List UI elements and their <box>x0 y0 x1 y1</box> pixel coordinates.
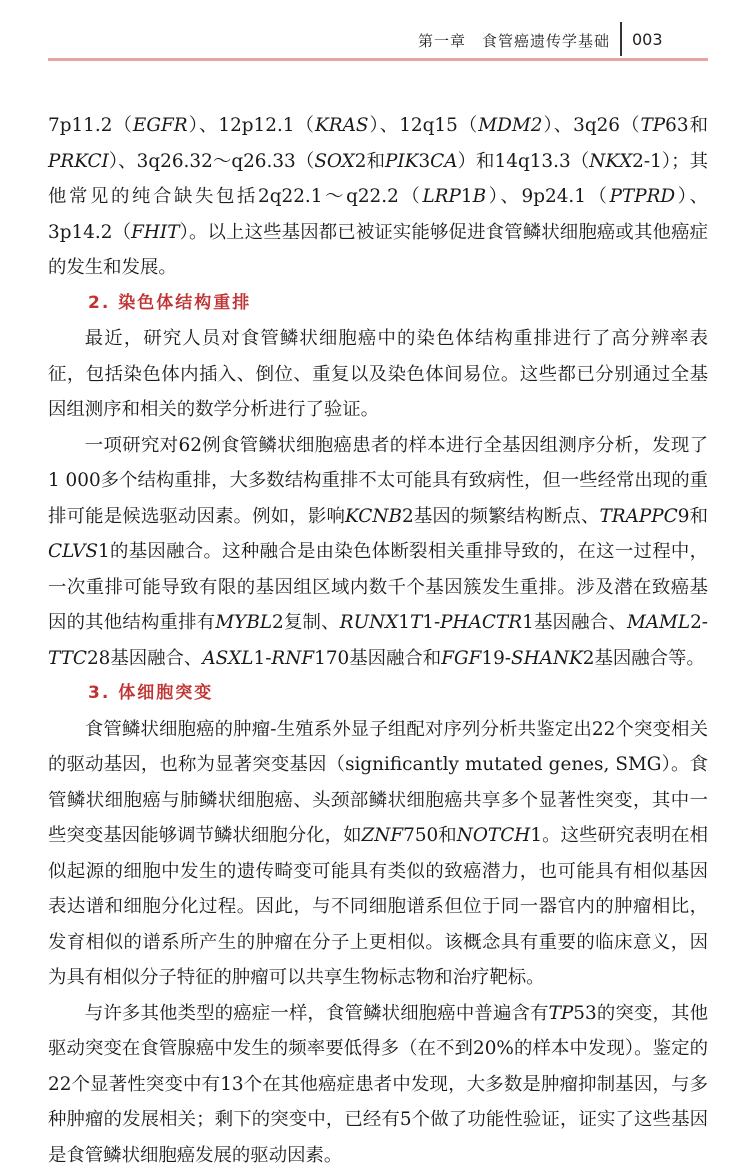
gene-name: TP <box>549 1003 574 1024</box>
gene-name: KRAS <box>315 115 368 136</box>
page-number: 003 <box>632 30 663 49</box>
gene-name: SHANK <box>511 648 583 669</box>
gene-name: PRKCI <box>48 151 109 172</box>
gene-name: MYBL <box>215 612 272 633</box>
text-run: 与许多其他类型的癌症一样，食管鳞状细胞癌中普遍含有 <box>85 1003 549 1024</box>
text-run: 2基因融合等。 <box>583 648 705 669</box>
text-run: 170基因融合和 <box>314 648 441 669</box>
text-run: ）、12p12.1（ <box>188 115 315 136</box>
text-run: 1。这些研究表明在相似起源的细胞中发生的遗传畸变可能具有类似的致癌潜力，也可能具有相似基因表达谱和细胞分化过程。因此，与不同细胞谱系但位于同一器官内的肿瘤相比，发育相似的谱系所产生的肿瘤在分子上更相似。该概念具有重要的临床意义，因为具有相似分子特征的肿瘤可以共享生物标志物和治疗靶标。 <box>48 825 708 988</box>
text-run: ）、12q15（ <box>368 115 478 136</box>
text-run: 1- <box>254 648 272 669</box>
text-run: 2复制、 <box>272 612 340 633</box>
text-run: 一项研究对62例食管鳞状细胞癌患者的样本进行全基因组测序分析，发现了1 000多个结构重排，大多数结构重排不太可能具有致病性，但一些经常出现的重排可能是候选驱动因素。例如，影响 <box>48 435 708 527</box>
text-run: 9和 <box>678 506 708 527</box>
page-header <box>0 0 750 60</box>
gene-name: MAML <box>627 612 690 633</box>
text-run: 7p11.2（ <box>48 115 133 136</box>
text-run: 2- <box>690 612 708 633</box>
paragraph <box>48 428 708 677</box>
gene-name: LRP <box>422 186 460 207</box>
text-run: 1- <box>422 612 440 633</box>
text-run: ）、3q26（ <box>542 115 640 136</box>
text-run: 食管鳞状细胞癌的肿瘤-生殖系外显子组配对序列分析共鉴定出22个突变相关的驱动基因，也称为显著突变基因（significantly mutated genes, SMG）。食管鳞状细胞癌与肺鳞状细胞癌、头颈部鳞状细胞癌共享多个显著性突变，其中一些突变基因能够调节鳞状细胞分化，如 <box>48 719 708 847</box>
paragraph <box>48 321 708 428</box>
text-run: 最近，研究人员对食管鳞状细胞癌中的染色体结构重排进行了高分辨率表征，包括染色体内插入、倒位、重复以及染色体间易位。这些都已分别通过全基因组测序和相关的数学分析进行了验证。 <box>48 328 708 420</box>
gene-name: ZNF <box>362 825 404 846</box>
gene-name: TP <box>641 115 666 136</box>
gene-name: RNF <box>271 648 314 669</box>
text-run: 1 <box>398 612 410 633</box>
gene-name: KCNB <box>345 506 402 527</box>
text-run: ）和14q13.3（ <box>458 151 590 172</box>
gene-name: PTPRD <box>610 186 676 207</box>
chapter-title: 第一章 食管癌遗传学基础 <box>418 30 610 51</box>
gene-name: EGFR <box>133 115 188 136</box>
text-run: 2基因的频繁结构断点、 <box>402 506 600 527</box>
header-rule <box>48 58 708 61</box>
text-run: 3 <box>418 151 430 172</box>
text-run: 1基因融合、 <box>522 612 627 633</box>
gene-name: TTC <box>48 648 87 669</box>
text-run: 750和 <box>403 825 457 846</box>
gene-name: TRAPPC <box>600 506 678 527</box>
gene-name: NOTCH <box>457 825 531 846</box>
gene-name: FGF <box>441 648 481 669</box>
body-text <box>48 108 708 1173</box>
gene-name: B <box>473 186 487 207</box>
gene-name: CLVS <box>48 541 98 562</box>
gene-name: PHACTR <box>440 612 522 633</box>
text-run: 2和 <box>355 151 385 172</box>
paragraph <box>48 996 708 1173</box>
section-heading: 3. 体细胞突变 <box>48 676 708 712</box>
gene-name: CA <box>430 151 457 172</box>
gene-name: SOX <box>314 151 354 172</box>
text-run: 63和 <box>665 115 708 136</box>
text-run: ）、9p24.1（ <box>486 186 609 207</box>
paragraph <box>48 108 708 286</box>
header-separator <box>620 22 622 56</box>
text-run: 2-1）；其他常见的纯合缺失包括2q22.1～q22.2（ <box>48 151 708 208</box>
text-run: 19- <box>481 648 511 669</box>
gene-name: NKX <box>589 151 632 172</box>
text-run: 1的基因融合。这种融合是由染色体断裂相关重排导致的，在这一过程中，一次重排可能导致有限的基因组区域内数千个基因簇发生重排。涉及潜在致癌基因的其他结构重排有 <box>48 541 708 633</box>
gene-name: ASXL <box>202 648 253 669</box>
gene-name: RUNX <box>340 612 399 633</box>
gene-name: T <box>410 612 422 633</box>
gene-name: FHIT <box>131 222 179 243</box>
text-run: 53的突变，其他驱动突变在食管腺癌中发生的频率要低得多（在不到20%的样本中发现）。鉴定的22个显著性突变中有13个在其他癌症患者中发现，大多数是肿瘤抑制基因，与多种肿瘤的发展相关；剩下的突变中，已经有5个做了功能性验证，证实了这些基因是食管鳞状细胞癌发展的驱动因素。 <box>48 1003 708 1166</box>
text-run: ）、3p14.2（ <box>48 186 708 243</box>
gene-name: MDM2 <box>478 115 542 136</box>
paragraph <box>48 712 708 996</box>
text-run: 1 <box>461 186 473 207</box>
text-run: 28基因融合、 <box>87 648 202 669</box>
text-run: ）、3q26.32～q26.33（ <box>109 151 315 172</box>
gene-name: PIK <box>385 151 418 172</box>
section-heading: 2. 染色体结构重排 <box>48 286 708 322</box>
text-run: ）。以上这些基因都已被证实能够促进食管鳞状细胞癌或其他癌症的发生和发展。 <box>48 222 708 279</box>
